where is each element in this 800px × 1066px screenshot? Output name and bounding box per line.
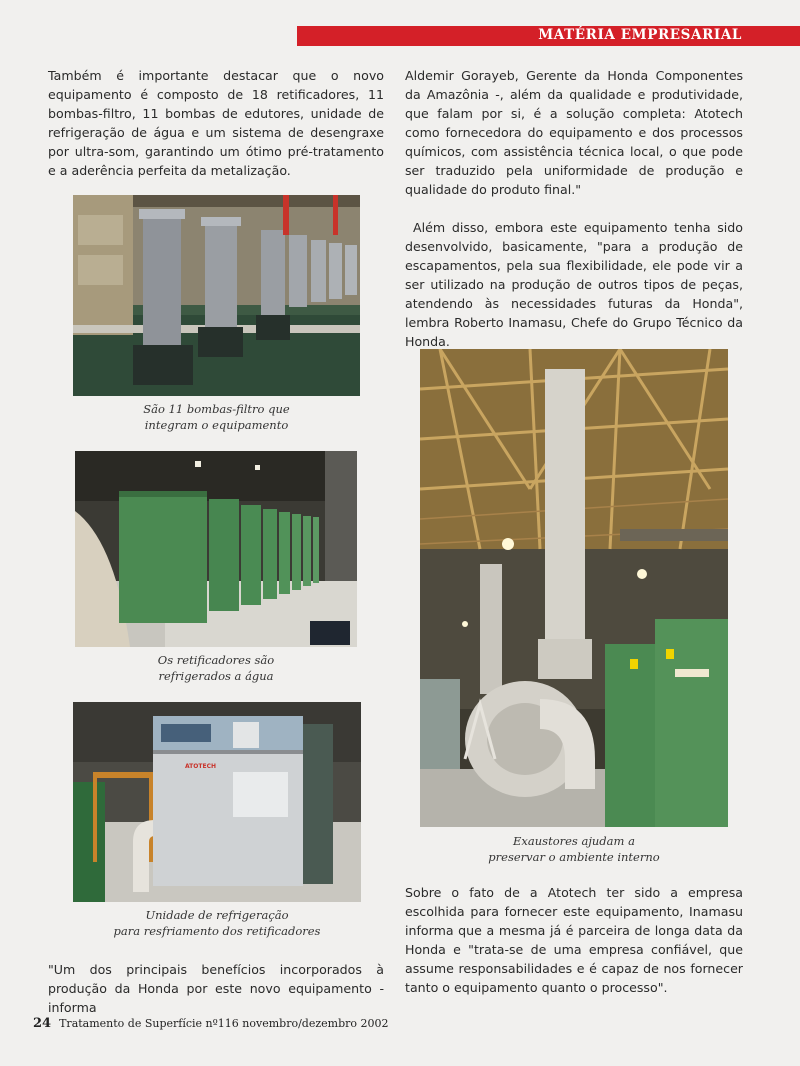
caption-photo-2 [75,653,357,684]
section-header-bar [297,26,800,46]
page-number: 24 [33,1016,52,1031]
caption-line: Os retificadores são [157,653,275,667]
photo-rectifiers [75,451,357,647]
caption-photo-4 [420,834,728,865]
caption-line: refrigerados a água [158,668,274,683]
body-paragraph: Também é importante destacar que o novo equipamento é composto de 18 retificadores, 11 bombas-filtro, 11 bombas de edutores, unidade de refrigeração de água e um sistema de desengraxe por ultra-som, garantindo um ótimo pré-tratamento e a aderência perfeita da metalização. [48,68,384,178]
caption-photo-3 [73,908,361,939]
body-paragraph: Além disso, embora este equipamento tenha sido desenvolvido, basicamente, "para a produção de escapamentos, pela sua flexibilidade, ele pode vir a ser utilizado na produção de outros tipos de peças, atendendo às necessidades futuras da Honda", lembra Roberto Inamasu, Chefe do Grupo Técnico da Honda. [405,220,743,349]
caption-line: para resfriamento dos retificadores [113,923,321,938]
caption-photo-1 [73,402,360,433]
page-footer [33,1016,388,1031]
section-title: MATÉRIA EMPRESARIAL [538,27,742,43]
body-paragraph: Sobre o fato de a Atotech ter sido a empresa escolhida para fornecer este equipamento, Inamasu informa que a mesma já é parceira de longa data da Honda e "trata-se de uma empresa confiável, que assume responsabilidades e é capaz de nos fornecer tanto o equipamento quanto o processo". [405,885,743,995]
photo-refrigeration-unit [73,702,361,902]
photo-exhaust-fans [420,349,728,827]
caption-line: preservar o ambiente interno [488,849,660,864]
left-column-bottom [48,960,384,1017]
right-column-bottom [405,883,743,997]
right-column-top [405,66,743,351]
unit-brand-label: ATOTECH [185,763,216,770]
caption-line: Unidade de refrigeração [145,908,289,922]
caption-line: São 11 bombas-filtro que [143,402,290,416]
body-paragraph: "Um dos principais benefícios incorporados à produção da Honda por este novo equipamento - informa [48,962,384,1015]
caption-line: Exaustores ajudam a [513,834,635,848]
body-paragraph: Aldemir Gorayeb, Gerente da Honda Componentes da Amazônia -, além da qualidade e produtividade, que falam por si, é a solução completa: Atotech como fornecedora do equipamento e dos processos químicos, com assistência técnica local, o que pode ser traduzido pela uniformidade de produção e qualidade do produto final." [405,68,743,197]
photo-pump-filters [73,195,360,396]
left-column-top [48,66,384,180]
caption-line: integram o equipamento [144,417,289,432]
publication-info: Tratamento de Superfície nº116 novembro/dezembro 2002 [59,1017,389,1030]
